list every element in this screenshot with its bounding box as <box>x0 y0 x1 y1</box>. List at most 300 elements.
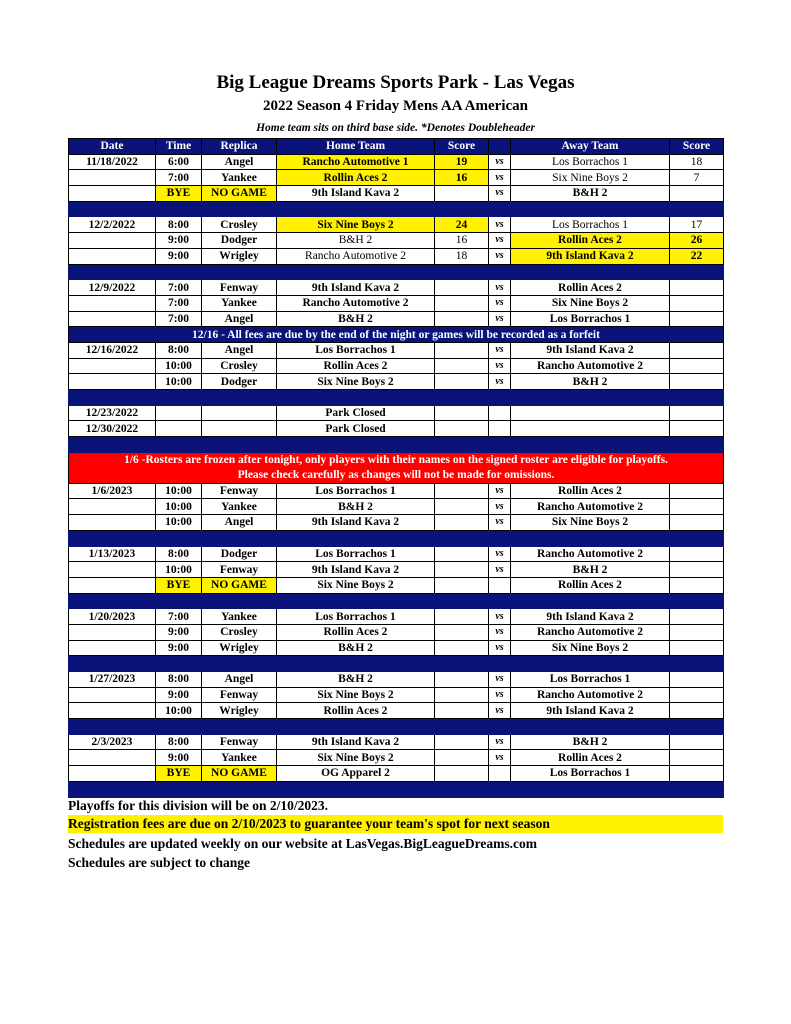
home-team-cell: B&H 2 <box>277 672 435 688</box>
away-score-cell: 26 <box>670 233 724 249</box>
date-cell: 1/20/2023 <box>69 609 156 625</box>
away-team-cell: Rollin Aces 2 <box>511 233 670 249</box>
away-score-cell <box>670 186 724 202</box>
spacer-row <box>69 656 724 672</box>
away-score-cell <box>670 734 724 750</box>
home-score-cell <box>435 374 489 390</box>
home-score-cell <box>435 483 489 499</box>
away-team-cell: 9th Island Kava 2 <box>511 248 670 264</box>
away-score-cell <box>670 515 724 531</box>
time-cell: BYE <box>156 186 202 202</box>
home-score-cell <box>435 499 489 515</box>
away-team-cell: B&H 2 <box>511 186 670 202</box>
home-score-cell <box>435 295 489 311</box>
home-score-cell: 18 <box>435 248 489 264</box>
col-header-home-team: Home Team <box>277 139 435 155</box>
table-row <box>69 311 724 327</box>
time-cell: 10:00 <box>156 374 202 390</box>
spacer-cell <box>69 437 724 453</box>
vs-cell: vs <box>489 358 511 374</box>
time-cell: 8:00 <box>156 342 202 358</box>
table-row <box>69 515 724 531</box>
time-cell <box>156 405 202 421</box>
away-score-cell <box>670 421 724 437</box>
home-score-cell <box>435 687 489 703</box>
date-cell <box>69 624 156 640</box>
home-score-cell <box>435 750 489 766</box>
away-team-cell: B&H 2 <box>511 374 670 390</box>
home-team-cell: Six Nine Boys 2 <box>277 217 435 233</box>
date-cell <box>69 170 156 186</box>
home-team-cell: Six Nine Boys 2 <box>277 750 435 766</box>
date-cell <box>69 640 156 656</box>
table-row <box>69 672 724 688</box>
time-cell: 9:00 <box>156 687 202 703</box>
time-cell: 10:00 <box>156 515 202 531</box>
away-score-cell: 22 <box>670 248 724 264</box>
vs-cell: vs <box>489 609 511 625</box>
replica-cell: Dodger <box>202 233 277 249</box>
home-team-cell: 9th Island Kava 2 <box>277 562 435 578</box>
alert-text-line2: Please check carefully as changes will not be made for omissions. <box>237 468 555 481</box>
away-score-cell <box>670 672 724 688</box>
table-row <box>69 170 724 186</box>
spacer-row <box>69 781 724 797</box>
replica-cell: Wrigley <box>202 703 277 719</box>
replica-cell: Angel <box>202 342 277 358</box>
home-team-cell: Six Nine Boys 2 <box>277 374 435 390</box>
table-row <box>69 734 724 750</box>
home-team-cell: Six Nine Boys 2 <box>277 687 435 703</box>
away-score-cell <box>670 405 724 421</box>
replica-cell: Fenway <box>202 280 277 296</box>
away-score-cell <box>670 342 724 358</box>
vs-cell: vs <box>489 734 511 750</box>
away-team-cell <box>511 421 670 437</box>
vs-cell: vs <box>489 280 511 296</box>
time-cell: BYE <box>156 577 202 593</box>
replica-cell: Yankee <box>202 499 277 515</box>
away-score-cell <box>670 640 724 656</box>
home-team-cell: 9th Island Kava 2 <box>277 734 435 750</box>
away-team-cell: B&H 2 <box>511 734 670 750</box>
vs-cell: vs <box>489 750 511 766</box>
date-cell <box>69 374 156 390</box>
date-cell: 12/30/2022 <box>69 421 156 437</box>
replica-cell: Angel <box>202 154 277 170</box>
away-team-cell: 9th Island Kava 2 <box>511 609 670 625</box>
home-score-cell <box>435 280 489 296</box>
home-team-cell: B&H 2 <box>277 640 435 656</box>
table-row <box>69 687 724 703</box>
schedule-table <box>68 138 724 798</box>
away-team-cell: Rollin Aces 2 <box>511 483 670 499</box>
away-team-cell: Six Nine Boys 2 <box>511 515 670 531</box>
date-cell <box>69 248 156 264</box>
replica-cell: Wrigley <box>202 248 277 264</box>
home-team-cell: Six Nine Boys 2 <box>277 577 435 593</box>
time-cell: 7:00 <box>156 170 202 186</box>
time-cell: 8:00 <box>156 734 202 750</box>
home-score-cell <box>435 672 489 688</box>
home-team-cell: OG Apparel 2 <box>277 766 435 782</box>
vs-cell: vs <box>489 483 511 499</box>
spacer-cell <box>69 201 724 217</box>
home-score-cell: 16 <box>435 170 489 186</box>
home-team-cell: Rollin Aces 2 <box>277 624 435 640</box>
away-team-cell: Six Nine Boys 2 <box>511 640 670 656</box>
website-note: Schedules are updated weekly on our website at LasVegas.BigLeagueDreams.com <box>68 836 538 851</box>
away-score-cell <box>670 374 724 390</box>
spacer-row <box>69 390 724 406</box>
vs-cell: vs <box>489 374 511 390</box>
away-team-cell: Los Borrachos 1 <box>511 672 670 688</box>
time-cell: 10:00 <box>156 703 202 719</box>
vs-cell <box>489 421 511 437</box>
table-row <box>69 248 724 264</box>
away-score-cell <box>670 687 724 703</box>
table-row <box>69 233 724 249</box>
table-row <box>69 280 724 296</box>
away-score-cell <box>670 546 724 562</box>
col-header-date: Date <box>69 139 156 155</box>
time-cell: 7:00 <box>156 280 202 296</box>
away-score-cell <box>670 609 724 625</box>
home-team-cell: B&H 2 <box>277 499 435 515</box>
date-cell: 12/2/2022 <box>69 217 156 233</box>
home-score-cell <box>435 577 489 593</box>
replica-cell: Crosley <box>202 217 277 233</box>
spacer-cell <box>69 390 724 406</box>
away-team-cell: Rancho Automotive 2 <box>511 499 670 515</box>
date-cell: 12/16/2022 <box>69 342 156 358</box>
col-header-vs <box>489 139 511 155</box>
date-cell: 1/13/2023 <box>69 546 156 562</box>
time-cell <box>156 421 202 437</box>
date-cell <box>69 515 156 531</box>
alert-cell <box>69 452 724 483</box>
spacer-row <box>69 593 724 609</box>
alert-text-line1: 1/6 -Rosters are frozen after tonight, only players with their names on the signed roster are eligible for playoffs. <box>124 453 668 466</box>
home-team-cell: Los Borrachos 1 <box>277 342 435 358</box>
table-row <box>69 703 724 719</box>
away-team-cell <box>511 405 670 421</box>
away-score-cell: 17 <box>670 217 724 233</box>
away-score-cell <box>670 624 724 640</box>
table-row <box>69 154 724 170</box>
vs-cell: vs <box>489 687 511 703</box>
table-row <box>69 405 724 421</box>
spacer-row <box>69 437 724 453</box>
table-row <box>69 342 724 358</box>
page-title: Big League Dreams Sports Park - Las Vegas <box>216 72 575 93</box>
table-row <box>69 421 724 437</box>
away-team-cell: Los Borrachos 1 <box>511 154 670 170</box>
replica-cell: NO GAME <box>202 186 277 202</box>
time-cell: 8:00 <box>156 672 202 688</box>
home-score-cell <box>435 562 489 578</box>
spacer-row <box>69 201 724 217</box>
home-score-cell: 19 <box>435 154 489 170</box>
date-cell: 2/3/2023 <box>69 734 156 750</box>
registration-note: Registration fees are due on 2/10/2023 to guarantee your team's spot for next season <box>68 815 723 833</box>
home-score-cell <box>435 515 489 531</box>
date-cell <box>69 499 156 515</box>
home-team-cell: Park Closed <box>277 421 435 437</box>
table-row <box>69 624 724 640</box>
home-score-cell <box>435 311 489 327</box>
time-cell: 7:00 <box>156 311 202 327</box>
replica-cell: Angel <box>202 672 277 688</box>
away-team-cell: 9th Island Kava 2 <box>511 703 670 719</box>
replica-cell: NO GAME <box>202 577 277 593</box>
home-team-cell: Rancho Automotive 2 <box>277 248 435 264</box>
time-cell: 8:00 <box>156 546 202 562</box>
away-score-cell <box>670 499 724 515</box>
time-cell: BYE <box>156 766 202 782</box>
table-row <box>69 577 724 593</box>
date-cell <box>69 311 156 327</box>
vs-cell: vs <box>489 499 511 515</box>
notice-row <box>69 327 724 343</box>
page-subtitle: 2022 Season 4 Friday Mens AA American <box>263 98 528 114</box>
time-cell: 7:00 <box>156 609 202 625</box>
schedule-body <box>69 154 724 797</box>
spacer-cell <box>69 781 724 797</box>
home-score-cell <box>435 358 489 374</box>
vs-cell: vs <box>489 233 511 249</box>
replica-cell: Fenway <box>202 734 277 750</box>
col-header-replica: Replica <box>202 139 277 155</box>
home-team-cell: Rollin Aces 2 <box>277 358 435 374</box>
spacer-cell <box>69 264 724 280</box>
col-header-home-score: Score <box>435 139 489 155</box>
replica-cell: Fenway <box>202 562 277 578</box>
home-team-cell: 9th Island Kava 2 <box>277 515 435 531</box>
time-cell: 10:00 <box>156 562 202 578</box>
home-team-cell: Rollin Aces 2 <box>277 170 435 186</box>
away-team-cell: Los Borrachos 1 <box>511 217 670 233</box>
replica-cell: Angel <box>202 311 277 327</box>
home-team-cell: Los Borrachos 1 <box>277 609 435 625</box>
away-score-cell <box>670 280 724 296</box>
schedule-note: Home team sits on third base side. *Denotes Doubleheader <box>256 122 535 134</box>
away-score-cell <box>670 311 724 327</box>
replica-cell: Crosley <box>202 624 277 640</box>
table-row <box>69 766 724 782</box>
home-score-cell <box>435 186 489 202</box>
away-team-cell: 9th Island Kava 2 <box>511 342 670 358</box>
away-score-cell <box>670 703 724 719</box>
time-cell: 10:00 <box>156 358 202 374</box>
away-team-cell: Rollin Aces 2 <box>511 750 670 766</box>
table-row <box>69 295 724 311</box>
col-header-away-team: Away Team <box>511 139 670 155</box>
home-team-cell: Los Borrachos 1 <box>277 483 435 499</box>
spacer-cell <box>69 719 724 735</box>
home-score-cell: 24 <box>435 217 489 233</box>
home-score-cell <box>435 766 489 782</box>
playoffs-note: Playoffs for this division will be on 2/10/2023. <box>68 798 329 813</box>
col-header-away-score: Score <box>670 139 724 155</box>
notice-text: 12/16 - All fees are due by the end of the night or games will be recorded as a forfeit <box>69 327 724 343</box>
away-team-cell: Six Nine Boys 2 <box>511 170 670 186</box>
away-team-cell: Rancho Automotive 2 <box>511 624 670 640</box>
away-score-cell <box>670 295 724 311</box>
home-team-cell: B&H 2 <box>277 233 435 249</box>
time-cell: 9:00 <box>156 640 202 656</box>
away-score-cell <box>670 562 724 578</box>
away-team-cell: Rancho Automotive 2 <box>511 546 670 562</box>
time-cell: 6:00 <box>156 154 202 170</box>
away-team-cell: Los Borrachos 1 <box>511 766 670 782</box>
time-cell: 10:00 <box>156 499 202 515</box>
replica-cell: Yankee <box>202 295 277 311</box>
away-team-cell: Rancho Automotive 2 <box>511 358 670 374</box>
home-team-cell: Rollin Aces 2 <box>277 703 435 719</box>
time-cell: 7:00 <box>156 295 202 311</box>
home-score-cell <box>435 734 489 750</box>
replica-cell: Yankee <box>202 609 277 625</box>
replica-cell <box>202 421 277 437</box>
date-cell <box>69 703 156 719</box>
replica-cell <box>202 405 277 421</box>
home-score-cell <box>435 342 489 358</box>
vs-cell: vs <box>489 515 511 531</box>
home-score-cell <box>435 609 489 625</box>
table-row <box>69 483 724 499</box>
date-cell <box>69 358 156 374</box>
vs-cell: vs <box>489 154 511 170</box>
table-row <box>69 750 724 766</box>
spacer-row <box>69 719 724 735</box>
home-score-cell: 16 <box>435 233 489 249</box>
replica-cell: Crosley <box>202 358 277 374</box>
replica-cell: Fenway <box>202 687 277 703</box>
away-score-cell: 7 <box>670 170 724 186</box>
replica-cell: Angel <box>202 515 277 531</box>
home-team-cell: Rancho Automotive 2 <box>277 295 435 311</box>
away-score-cell <box>670 766 724 782</box>
home-score-cell <box>435 624 489 640</box>
vs-cell: vs <box>489 248 511 264</box>
home-team-cell: Los Borrachos 1 <box>277 546 435 562</box>
vs-cell: vs <box>489 624 511 640</box>
spacer-cell <box>69 530 724 546</box>
table-row <box>69 186 724 202</box>
replica-cell: Dodger <box>202 546 277 562</box>
spacer-row <box>69 264 724 280</box>
date-cell: 1/27/2023 <box>69 672 156 688</box>
away-team-cell: Rancho Automotive 2 <box>511 687 670 703</box>
time-cell: 8:00 <box>156 217 202 233</box>
replica-cell: Dodger <box>202 374 277 390</box>
away-score-cell <box>670 750 724 766</box>
spacer-row <box>69 530 724 546</box>
table-row <box>69 562 724 578</box>
time-cell: 9:00 <box>156 233 202 249</box>
home-score-cell <box>435 703 489 719</box>
date-cell <box>69 186 156 202</box>
date-cell: 11/18/2022 <box>69 154 156 170</box>
alert-row <box>69 452 724 483</box>
table-row <box>69 546 724 562</box>
date-cell: 12/9/2022 <box>69 280 156 296</box>
col-header-time: Time <box>156 139 202 155</box>
away-score-cell <box>670 358 724 374</box>
vs-cell <box>489 766 511 782</box>
table-header-row <box>69 139 724 155</box>
time-cell: 9:00 <box>156 248 202 264</box>
date-cell: 1/6/2023 <box>69 483 156 499</box>
replica-cell: Fenway <box>202 483 277 499</box>
vs-cell: vs <box>489 640 511 656</box>
table-row <box>69 358 724 374</box>
vs-cell: vs <box>489 562 511 578</box>
home-team-cell: 9th Island Kava 2 <box>277 186 435 202</box>
vs-cell <box>489 405 511 421</box>
table-row <box>69 609 724 625</box>
home-team-cell: Park Closed <box>277 405 435 421</box>
vs-cell: vs <box>489 186 511 202</box>
vs-cell: vs <box>489 217 511 233</box>
away-team-cell: Six Nine Boys 2 <box>511 295 670 311</box>
away-team-cell: Los Borrachos 1 <box>511 311 670 327</box>
change-note: Schedules are subject to change <box>68 855 250 870</box>
spacer-cell <box>69 593 724 609</box>
vs-cell: vs <box>489 311 511 327</box>
vs-cell: vs <box>489 295 511 311</box>
replica-cell: Yankee <box>202 170 277 186</box>
vs-cell: vs <box>489 703 511 719</box>
table-row <box>69 640 724 656</box>
home-score-cell <box>435 405 489 421</box>
home-score-cell <box>435 546 489 562</box>
table-row <box>69 217 724 233</box>
home-score-cell <box>435 421 489 437</box>
date-cell <box>69 766 156 782</box>
home-team-cell: Rancho Automotive 1 <box>277 154 435 170</box>
date-cell <box>69 562 156 578</box>
vs-cell: vs <box>489 546 511 562</box>
table-row <box>69 374 724 390</box>
vs-cell: vs <box>489 672 511 688</box>
date-cell <box>69 577 156 593</box>
replica-cell: NO GAME <box>202 766 277 782</box>
away-team-cell: B&H 2 <box>511 562 670 578</box>
replica-cell: Yankee <box>202 750 277 766</box>
date-cell <box>69 233 156 249</box>
date-cell <box>69 295 156 311</box>
home-team-cell: B&H 2 <box>277 311 435 327</box>
spacer-cell <box>69 656 724 672</box>
date-cell <box>69 687 156 703</box>
away-score-cell: 18 <box>670 154 724 170</box>
home-team-cell: 9th Island Kava 2 <box>277 280 435 296</box>
away-score-cell <box>670 483 724 499</box>
away-team-cell: Rollin Aces 2 <box>511 280 670 296</box>
vs-cell: vs <box>489 342 511 358</box>
date-cell <box>69 750 156 766</box>
time-cell: 9:00 <box>156 750 202 766</box>
replica-cell: Wrigley <box>202 640 277 656</box>
home-score-cell <box>435 640 489 656</box>
time-cell: 9:00 <box>156 624 202 640</box>
date-cell: 12/23/2022 <box>69 405 156 421</box>
vs-cell <box>489 577 511 593</box>
vs-cell: vs <box>489 170 511 186</box>
away-team-cell: Rollin Aces 2 <box>511 577 670 593</box>
